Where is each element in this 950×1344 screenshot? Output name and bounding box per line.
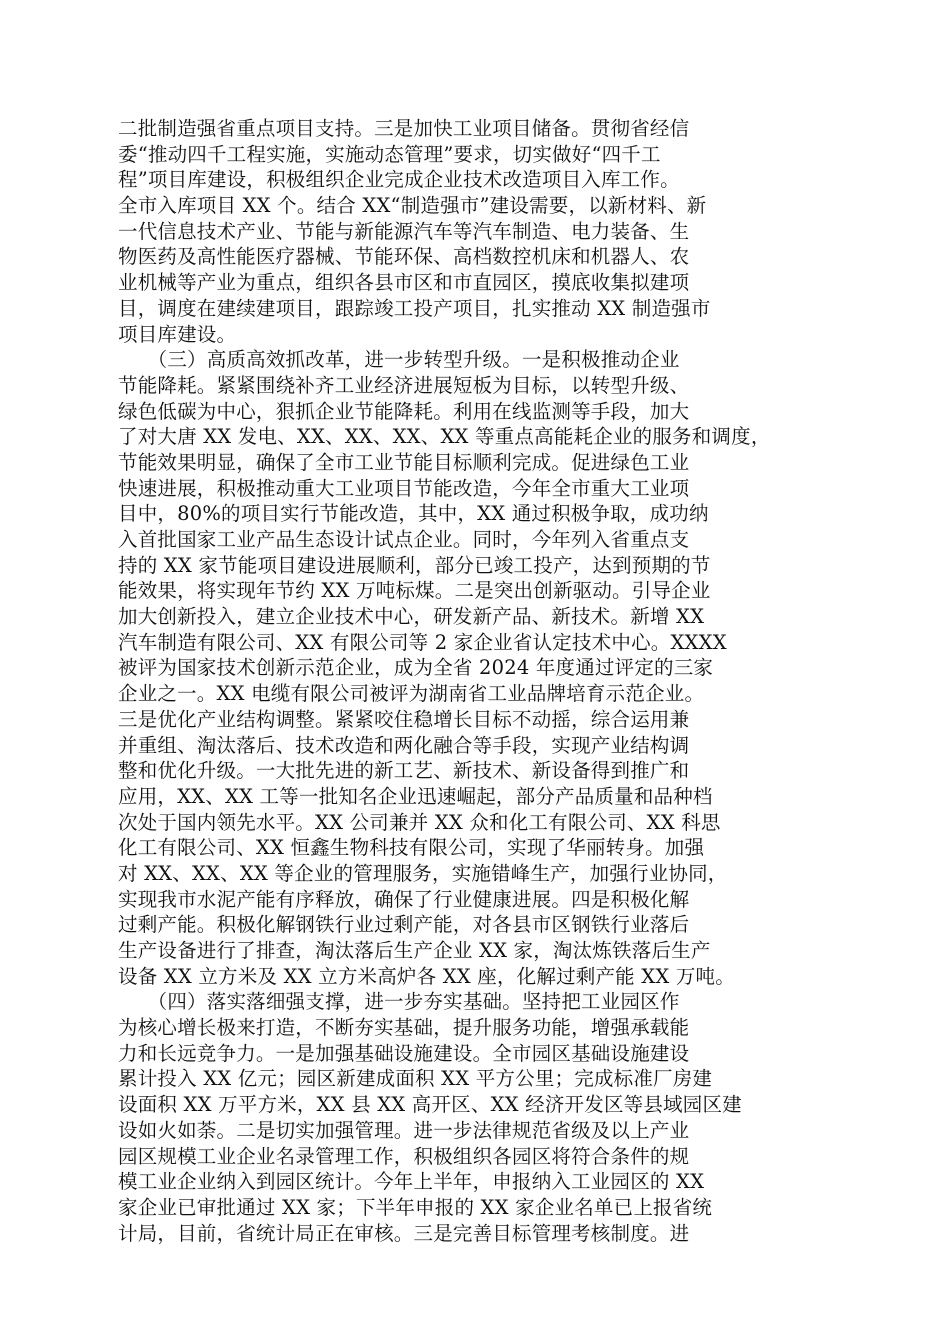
text-line: 过剩产能。积极化解钢铁行业过剩产能，对各县市区钢铁行业落后 [118,913,690,937]
text-line: 力和长远竞争力。一是加强基础设施建设。全市园区基础设施建设 [118,1041,690,1065]
text-line: 模工业企业纳入到园区统计。今年上半年，申报纳入工业园区的 XX [118,1170,705,1194]
text-line: 汽车制造有限公司、XX 有限公司等 2 家企业省认定技术中心。XXXX [118,630,727,654]
text-line: 家企业已审批通过 XX 家；下半年申报的 XX 家企业名单已上报省统 [118,1195,713,1219]
text-line: 为核心增长极来打造，不断夯实基础，提升服务功能，增强承载能 [118,1016,690,1040]
text-line: 程”项目库建设，积极组织企业完成企业技术改造项目入库工作。 [118,168,680,192]
text-line: 目中，80%的项目实行节能改造，其中，XX 通过积极争取，成功纳 [118,502,709,526]
text-line: 计局，目前，省统计局正在审核。三是完善目标管理考核制度。进 [118,1221,690,1245]
body-text [118,116,838,1246]
text-line: （三）高质高效抓改革，进一步转型升级。一是积极推动企业 [118,348,680,372]
text-line: 累计投入 XX 亿元；园区新建成面积 XX 平方公里；完成标准厂房建 [118,1067,713,1091]
text-line: 园区规模工业企业名录管理工作，积极组织各园区将符合条件的规 [118,1144,690,1168]
text-line: 业机械等产业为重点，组织各县市区和市直园区，摸底收集拟建项 [118,271,690,295]
text-line: 并重组、淘汰落后、技术改造和两化融合等手段，实现产业结构调 [118,733,690,757]
text-line: 物医药及高性能医疗器械、节能环保、高档数控机床和机器人、农 [118,245,690,269]
text-line: 被评为国家技术创新示范企业，成为全省 2024 年度通过评定的三家 [118,656,714,680]
text-line: （四）落实落细强支撑，进一步夯实基础。坚持把工业园区作 [118,990,680,1014]
text-line: 设备 XX 立方米及 XX 立方米高炉各 XX 座，化解过剩产能 XX 万吨。 [118,964,735,988]
text-line: 委“推动四千工程实施，实施动态管理”要求，切实做好“四千工 [118,142,661,166]
text-line: 设面积 XX 万平方米，XX 县 XX 高开区、XX 经济开发区等县域园区建 [118,1093,742,1117]
text-line: 了对大唐 XX 发电、XX、XX、XX、XX 等重点高能耗企业的服务和调度， [118,425,771,449]
text-line: 整和优化升级。一大批先进的新工艺、新技术、新设备得到推广和 [118,759,690,783]
text-line: 快速进展，积极推动重大工业项目节能改造，今年全市重大工业项 [118,476,690,500]
text-line: 一代信息技术产业、节能与新能源汽车等汽车制造、电力装备、生 [118,219,690,243]
text-line: 实现我市水泥产能有序释放，确保了行业健康进展。四是积极化解 [118,887,690,911]
text-line: 全市入库项目 XX 个。结合 XX“制造强市”建设需要，以新材料、新 [118,194,707,218]
text-line: 入首批国家工业产品生态设计试点企业。同时，今年列入省重点支 [118,528,690,551]
text-line: 项目库建设。 [118,322,237,346]
text-line: 三是优化产业结构调整。紧紧咬住稳增长目标不动摇，综合运用兼 [118,707,690,731]
text-line: 节能效果明显，确保了全市工业节能目标顺利完成。促进绿色工业 [118,450,690,474]
text-line: 企业之一。XX 电缆有限公司被评为湖南省工业品牌培育示范企业。 [118,682,705,706]
text-line: 节能降耗。紧紧围绕补齐工业经济进展短板为目标，以转型升级、 [118,373,690,397]
text-line: 生产设备进行了排查，淘汰落后生产企业 XX 家，淘汰炼铁落后生产 [118,939,711,962]
text-line: 对 XX、XX、XX 等企业的管理服务，实施错峰生产，加强行业协同， [118,861,728,885]
text-line: 持的 XX 家节能项目建设进展顺利，部分已竣工投产，达到预期的节 [118,553,711,577]
text-line: 次处于国内领先水平。XX 公司兼并 XX 众和化工有限公司、XX 科思 [118,810,721,834]
text-line: 化工有限公司、XX 恒鑫生物科技有限公司，实现了华丽转身。加强 [118,836,705,860]
text-line: 能效果，将实现年节约 XX 万吨标煤。二是突出创新驱动。引导企业 [118,579,711,603]
text-line: 目，调度在建续建项目，跟踪竣工投产项目，扎实推动 XX 制造强市 [118,296,711,320]
text-line: 二批制造强省重点项目支持。三是加快工业项目储备。贯彻省经信 [118,117,690,140]
text-line: 加大创新投入，建立企业技术中心，研发新产品、新技术。新增 XX [118,605,705,629]
text-line: 设如火如荼。二是切实加强管理。进一步法律规范省级及以上产业 [118,1118,690,1142]
text-line: 应用，XX、XX 工等一批知名企业迅速崛起，部分产品质量和品种档 [118,784,713,808]
text-line: 绿色低碳为中心，狠抓企业节能降耗。利用在线监测等手段，加大 [118,399,690,423]
